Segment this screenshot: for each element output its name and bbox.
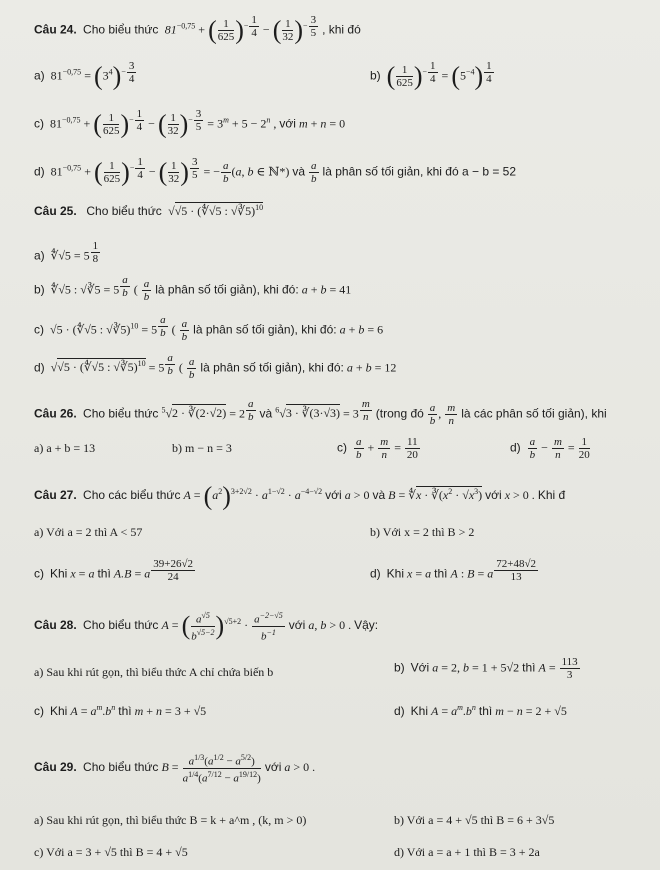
question-27-option-b: b) Với x = 2 thì B > 2 xyxy=(370,525,475,539)
question-28-stem: Câu 28. Cho biểu thức A = ( $\frac{a^{√5}}{b^{√5-2}}$ )$^{√5+2}$ · $\frac{a^{-2-√5}}{b^{-1}}$ với a, b > 0 . Vậy: xyxy=(34,611,379,643)
question-25-stem: Câu 25. Cho biểu thức √√5 · (∜√5 : √∛5)$^{10}$ xyxy=(34,203,264,218)
question-29-stem: Câu 29. Cho biểu thức B = $\frac{a^{1/3}(a^{1/2} - a^{5/2})}{a^{1/4}(a^{7/12} - a^{19/12})}$ với a > 0 . xyxy=(34,753,316,785)
question-26-option-b: b) m − n = 3 xyxy=(172,441,232,455)
question-25-title: Câu 25. xyxy=(34,204,77,218)
question-27-title: Câu 27. xyxy=(34,488,77,502)
question-27-option-d: d) Khi x = a thì A : B = a $^{\frac{72+48√2}{13}}$ xyxy=(370,558,537,583)
question-29-title: Câu 29. xyxy=(34,759,77,774)
question-28-title: Câu 28. xyxy=(34,617,77,632)
question-25-option-c: c) √5 · (∜√5 : √∛5)$^{10}$ = 5 $^{\frac{a}{b}}$ ( $\frac{a}{b}$ là phân số tối giản), khi đó: a + b = 6 xyxy=(34,314,384,344)
question-24-option-c: c) $81^{-0,75}$ + ( $\frac{1}{625}$ )$^{- \frac{1}{4}}$ − ( $\frac{1}{32}$ )$^{- \frac{3}{5}}$ = $3^m + 5 - 2^n$ , với m + n = 0 xyxy=(34,108,346,139)
question-24-stem: Câu 24. Cho biểu thức $81^{-0,75}$ + ( $\frac{1}{625}$ )$^{- \frac{1}{4}}$ − ( $\frac{1}{32}$ )$^{- \frac{3}{5}}$ , khi đó xyxy=(34,14,361,45)
question-27-stem: Câu 27. Cho các biểu thức $A = (a^2)^{3+2√2} \cdot a^{1-√2} \cdot a^{-4-√2}$ với a > 0 và B = ∜x · $∛(x^2 \cdot √x^3)$ với x > 0 . Khi đ xyxy=(34,481,566,511)
question-28-option-c: c) Khi $A = a^m.b^n$ thì m + n = 3 + √5 xyxy=(34,703,207,718)
question-24-option-d: d) $81^{-0,75}$ + ( $\frac{1}{625}$ )$^{- \frac{1}{4}}$ − ( $\frac{1}{32}$ ) $^{\frac{3}{5}}$ = − $\frac{a}{b}$ (a, b ∈ ℕ*) và $\frac{a}{b}$ là phân số tối giản, khi đó a − b = 52 xyxy=(34,156,517,187)
question-29-option-b: b) Với a = 4 + √5 thì B = 6 + 3√5 xyxy=(394,813,555,827)
question-27-option-a: a) Với a = 2 thì A < 57 xyxy=(34,525,143,539)
question-26-option-d: d) $\frac{a}{b}$ − $\frac{m}{n}$ = $\frac{1}{20}$ xyxy=(510,436,590,461)
question-26-stem: Câu 26. Cho biểu thức $^5$√2 · ∛(2·√2) = 2 $^{\frac{a}{b}}$ và $^6$√3 · ∛(3·√3) = 3 $^{\frac{m}{n}}$ (trong đó $\frac{a}{b}$ , $\frac{m}{n}$ là các phân số tối giản), khi xyxy=(34,398,607,428)
question-25-option-a: a) ∜√5 = 5 $^{\frac{1}{8}}$ xyxy=(34,240,99,265)
question-24-option-b: b) ( $\frac{1}{625}$ )$^{- \frac{1}{4}}$ = $(5^{-4})$ $^{\frac{1}{4}}$ xyxy=(370,60,492,91)
question-26-option-c: c) $\frac{a}{b}$ + $\frac{m}{n}$ = $\frac{11}{20}$ xyxy=(337,436,418,461)
question-29-option-a: a) Sau khi rút gọn, thì biểu thức B = k + a^m , (k, m > 0) xyxy=(34,813,307,827)
question-26-title: Câu 26. xyxy=(34,406,77,421)
question-27-option-c: c) Khi x = a thì A.B = a $^{\frac{39+26√2}{24}}$ xyxy=(34,558,193,583)
question-25-option-d: d) √√5 · (∜√5 : √∛5)$^{10}$ = 5 $^{\frac{a}{b}}$ ( $\frac{a}{b}$ là phân số tối giản), khi đó: a + b = 12 xyxy=(34,352,397,382)
question-28-option-a: a) Sau khi rút gọn, thì biểu thức A chỉ chứa biến b xyxy=(34,665,274,679)
question-29-option-d: d) Với a = a + 1 thì B = 3 + 2a xyxy=(394,845,540,859)
question-28-option-d: d) Khi $A = a^m.b^n$ thì m − n = 2 + √5 xyxy=(394,703,567,718)
question-29-option-c: c) Với a = 3 + √5 thì B = 4 + √5 xyxy=(34,845,188,859)
question-24-option-d-text: là phân số tối giản, khi đó a − b = 52 xyxy=(322,164,517,179)
question-24-title: Câu 24. xyxy=(34,22,77,37)
question-24-option-a: a) $81^{-0,75} = (3^4)^{- \frac{3}{4}}$ xyxy=(34,60,135,91)
question-25-option-b: b) ∜√5 : √∛5 = 5 $^{\frac{a}{b}}$ ( $\frac{a}{b}$ là phân số tối giản), khi đó: a + b = 41 xyxy=(34,274,352,304)
question-28-option-b: b) Với a = 2, b = 1 + 5√2 thì A = $\frac{113}{3}$ xyxy=(394,656,578,681)
question-26-option-a: a) a + b = 13 xyxy=(34,441,96,455)
